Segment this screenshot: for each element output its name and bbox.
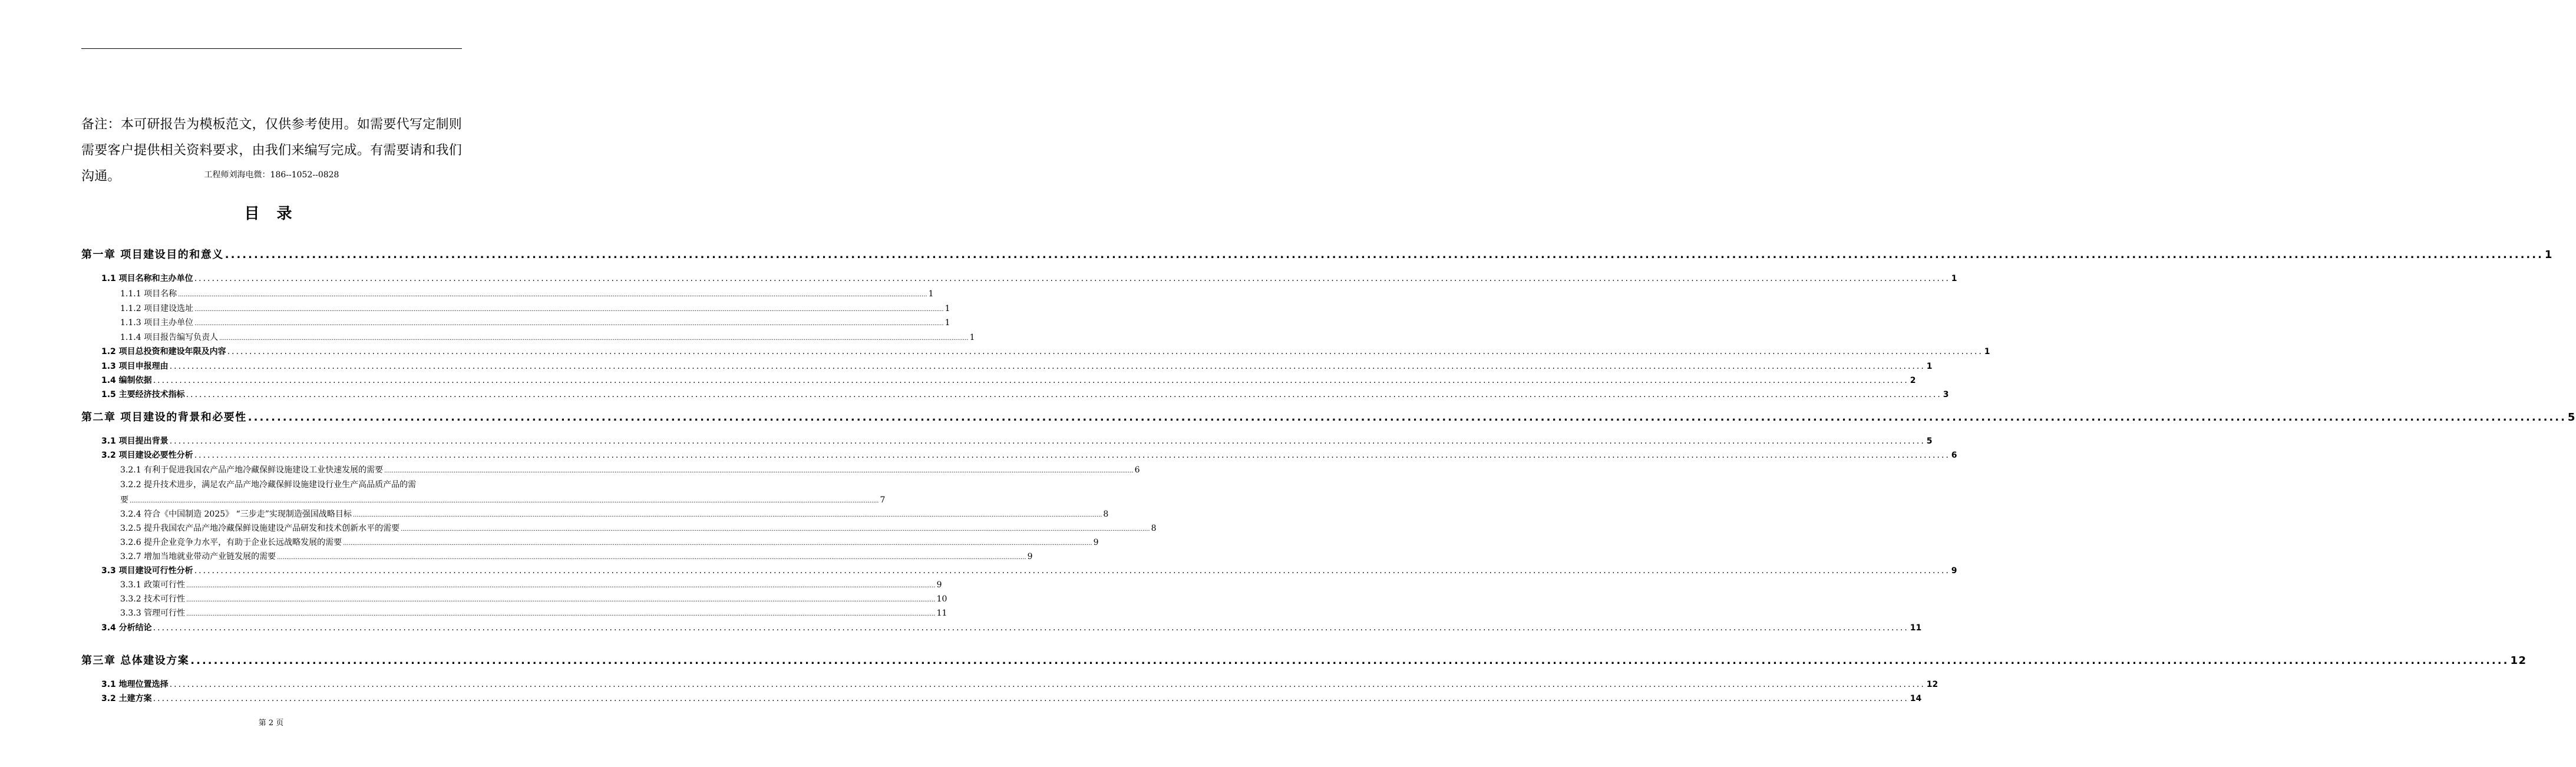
toc-page-number: 1: [1926, 362, 1933, 371]
toc-entry-level-1[interactable]: [81, 652, 2527, 667]
toc-page-number: 1: [2544, 249, 2553, 261]
toc-dot-leader: ................................................................................................................................................................................................................................................................................................................................................................................................................: [169, 437, 1926, 446]
toc-entry-label: 3.2.7 增加当地就业带动产业链发展的需要: [120, 552, 276, 561]
toc-entry-level-2[interactable]: [101, 621, 1922, 633]
toc-entry-level-2[interactable]: [101, 678, 1938, 690]
toc-entry-wrap-line[interactable]: 3.2.2 提升技术进步，满足农产品产地冷藏保鲜设施建设行业生产高品质产品的需: [120, 480, 417, 490]
toc-page-number: 1: [944, 304, 950, 313]
toc-dot-leader: ................................................................................................................................................................................................................................................................................................................................................................................................................: [384, 468, 1134, 474]
toc-dot-leader: ................................................................................................................................................................................................................................................................................................................................................................................................................: [194, 451, 1950, 460]
toc-entry-level-3[interactable]: [120, 536, 1099, 548]
toc-entry-label: 第二章 项目建设的背景和必要性: [81, 411, 247, 424]
toc-page-number: 9: [1951, 566, 1957, 576]
header-rule: [81, 48, 462, 49]
toc-dot-leader: ................................................................................................................................................................................................................................................................................................................................................................................................................: [186, 583, 936, 589]
toc-entry-label: 3.3.1 政策可行性: [120, 580, 186, 590]
toc-entry-level-3[interactable]: [120, 550, 1033, 562]
page-footer: 第 2 页: [258, 719, 284, 728]
toc-entry-label: 1.1.1 项目名称: [120, 289, 177, 299]
toc-entry-level-2[interactable]: [101, 388, 1949, 400]
toc-page-number: 12: [1926, 680, 1938, 689]
toc-dot-leader: ................................................................................................................................................................................................................................................................................................................................................................................................................: [194, 320, 944, 327]
toc-dot-leader: ................................................................................................................................................................................................................................................................................................................................................................................................................: [186, 611, 936, 617]
toc-entry-label: 1.2 项目总投资和建设年限及内容: [101, 347, 226, 356]
toc-dot-leader: ................................................................................................................................................................................................................................................................................................................................................................................................................: [401, 526, 1150, 533]
toc-dot-leader: ................................................................................................................................................................................................................................................................................................................................................................................................................: [227, 347, 1983, 356]
toc-entry-level-2[interactable]: [101, 564, 1957, 576]
toc-entry-level-2[interactable]: [101, 374, 1916, 386]
toc-entry-level-3[interactable]: [120, 464, 1140, 475]
toc-entry-level-1[interactable]: [81, 409, 2576, 424]
toc-page-number: 8: [1103, 510, 1109, 519]
toc-entry-label: 3.2 土建方案: [101, 694, 152, 703]
toc-page-number: 2: [1910, 376, 1916, 385]
toc-entry-label: 3.3.2 技术可行性: [120, 594, 186, 604]
toc-dot-leader: ................................................................................................................................................................................................................................................................................................................................................................................................................: [352, 512, 1102, 518]
toc-dot-leader: ................................................................................................................................................................................................................................................................................................................................................................................................................: [186, 390, 1942, 399]
toc-entry-level-2[interactable]: [101, 272, 1957, 284]
toc-page-number: 8: [1151, 524, 1157, 533]
toc-page-number: 1: [1984, 347, 1990, 356]
toc-page-number: 6: [1134, 465, 1140, 475]
toc-dot-leader: ................................................................................................................................................................................................................................................................................................................................................................................................................: [178, 292, 927, 298]
toc-entry-label: 1.1.3 项目主办单位: [120, 318, 194, 328]
toc-page-number: 9: [1093, 538, 1099, 547]
toc-entry-level-2[interactable]: [101, 345, 1990, 357]
toc-entry-label: 1.4 编制依据: [101, 376, 152, 385]
toc-dot-leader: ................................................................................................................................................................................................................................................................................................................................................................................................................: [186, 597, 936, 603]
toc-page-number: 14: [1910, 694, 1922, 703]
toc-title: 目 录: [244, 205, 298, 223]
toc-dot-leader: ................................................................................................................................................................................................................................................................................................................................................................................................................: [130, 498, 879, 504]
toc-page-number: 11: [1910, 623, 1922, 633]
toc-entry-label: 3.1 地理位置选择: [101, 680, 169, 689]
toc-entry-level-3[interactable]: [120, 578, 942, 590]
toc-entry-label: 1.1.4 项目报告编写负责人: [120, 333, 219, 342]
toc-dot-leader: ................................................................................................................................................................................................................................................................................................................................................................................................................: [153, 623, 1909, 633]
toc-page-number: 1: [1951, 274, 1957, 283]
toc-entry-label: 3.2.5 提升我国农产品产地冷藏保鲜设施建设产品研发和技术创新水平的需要: [120, 524, 400, 533]
toc-page-number: 5: [2567, 411, 2576, 424]
toc-dot-leader: ................................................................................................................................................................................................................................................................................................................................................................................................................: [194, 566, 1950, 576]
contact-line: 工程师刘海电微：186--1052--0828: [204, 170, 339, 180]
toc-page-number: 1: [969, 333, 975, 342]
toc-page-number: 5: [1926, 437, 1933, 446]
toc-entry-label: 要: [120, 495, 128, 505]
toc-entry-label: 3.2 项目建设必要性分析: [101, 451, 193, 460]
toc-entry-label: 1.1 项目名称和主办单位: [101, 274, 193, 283]
toc-page-number: 9: [1027, 552, 1033, 561]
toc-dot-leader: ................................................................................................................................................................................................................................................................................................................................................................................................................: [153, 376, 1909, 385]
toc-entry-level-3[interactable]: [120, 607, 947, 619]
toc-entry-label: 1.1.2 项目建设选址: [120, 304, 194, 313]
toc-entry-level-3[interactable]: [120, 287, 934, 299]
toc-dot-leader: ................................................................................................................................................................................................................................................................................................................................................................................................................: [153, 694, 1909, 703]
toc-entry-label: 1.3 项目申报理由: [101, 362, 169, 371]
disclaimer-note: 备注：本可研报告为模板范文，仅供参考使用。如需要代写定制则需要客户提供相关资料要求，由我们来编写完成。有需要请和我们沟通。: [81, 117, 462, 184]
toc-dot-leader: ................................................................................................................................................................................................................................................................................................................................................................................................................: [219, 335, 969, 342]
toc-dot-leader: ................................................................................................................................................................................................................................................................................................................................................................................................................: [343, 540, 1092, 547]
toc-dot-leader: ................................................................................................................................................................................................................................................................................................................................................................................................................: [194, 274, 1950, 283]
toc-entry-label: 3.2.1 有利于促进我国农产品产地冷藏保鲜设施建设工业快速发展的需要: [120, 465, 384, 475]
toc-entry-level-2[interactable]: [101, 692, 1922, 704]
toc-page-number: 1: [944, 318, 950, 328]
toc-entry-label: 3.3 项目建设可行性分析: [101, 566, 193, 576]
toc-entry-level-3[interactable]: [120, 316, 950, 328]
toc-dot-leader: ................................................................................................................................................................................................................................................................................................................................................................................................................: [194, 306, 944, 313]
toc-entry-label: 1.5 主要经济技术指标: [101, 390, 185, 399]
toc-entry-label: 3.2.6 提升企业竞争力水平，有助于企业长远战略发展的需要: [120, 538, 342, 547]
toc-dot-leader: ................................................................................................................................................................................................................................................................................................................................................................................................................: [277, 554, 1026, 561]
toc-entry-label: 3.4 分析结论: [101, 623, 152, 633]
toc-entry-level-3[interactable]: [120, 331, 975, 343]
toc-page-number: 3: [1943, 390, 1949, 399]
toc-entry-level-3[interactable]: [120, 522, 1157, 534]
toc-entry-level-3[interactable]: [120, 494, 886, 505]
toc-dot-leader: ................................................................................................................................................................................................................................................................................................................................................................................................................: [169, 362, 1926, 371]
toc-page-number: 10: [936, 594, 947, 604]
toc-dot-leader: ................................................................................................................................................................................................................................................................................................................................................................................................................: [224, 249, 2544, 261]
toc-entry-level-2[interactable]: [101, 449, 1957, 461]
toc-entry-level-3[interactable]: [120, 302, 950, 314]
toc-dot-leader: ................................................................................................................................................................................................................................................................................................................................................................................................................: [247, 411, 2567, 424]
toc-entry-level-3[interactable]: [120, 508, 1109, 520]
toc-entry-label: 3.2.4 符合《中国制造 2025》 “三步走”实现制造强国战略目标: [120, 510, 352, 519]
toc-entry-level-2[interactable]: [101, 435, 1933, 447]
toc-entry-label: 3.1 项目提出背景: [101, 437, 169, 446]
toc-dot-leader: ................................................................................................................................................................................................................................................................................................................................................................................................................: [190, 654, 2509, 667]
toc-page-number: 7: [880, 495, 886, 505]
toc-page-number: 9: [936, 580, 942, 590]
toc-entry-label: 第一章 项目建设目的和意义: [81, 249, 224, 261]
toc-entry-label: 第三章 总体建设方案: [81, 654, 190, 667]
toc-page-number: 12: [2510, 654, 2527, 667]
toc-page-number: 1: [928, 289, 934, 299]
toc-entry-level-1[interactable]: [81, 246, 2553, 262]
toc-page-number: 6: [1951, 451, 1957, 460]
toc-entry-label: 3.3.3 管理可行性: [120, 609, 186, 618]
toc-entry-level-3[interactable]: [120, 593, 947, 604]
toc-page-number: 11: [936, 609, 947, 618]
toc-dot-leader: ................................................................................................................................................................................................................................................................................................................................................................................................................: [169, 680, 1926, 689]
toc-entry-level-2[interactable]: [101, 360, 1933, 372]
